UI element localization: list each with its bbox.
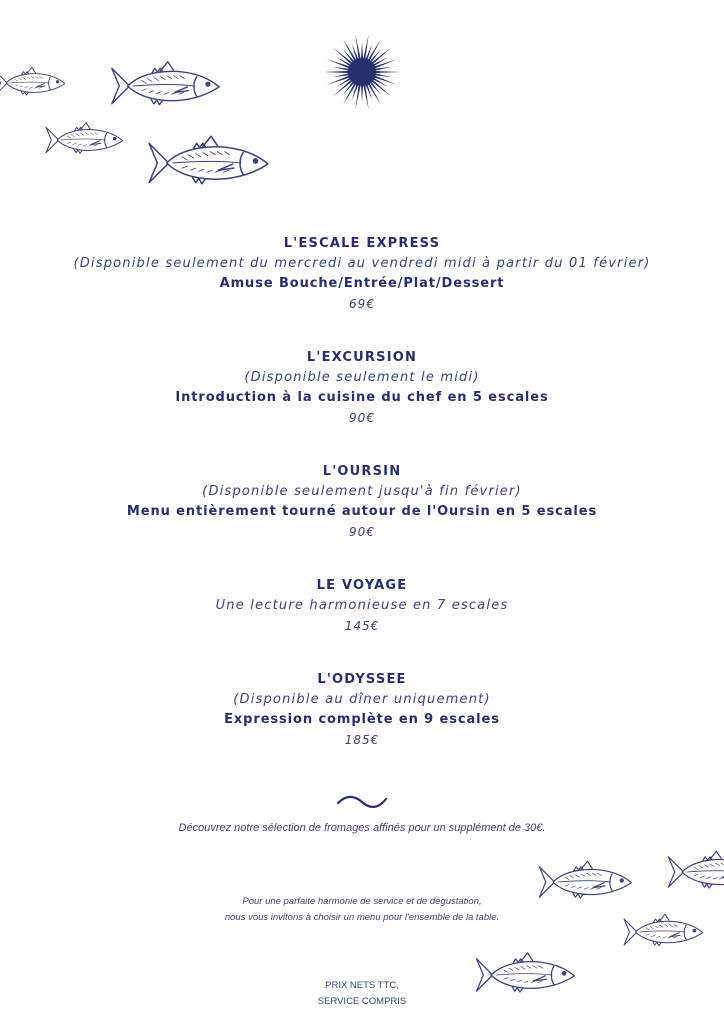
menu-title: L'ODYSSEE (317, 672, 407, 687)
menu-availability: (Disponible au dîner uniquement) (233, 692, 491, 707)
menu-title: LE VOYAGE (316, 578, 408, 593)
table-menu-note (0, 894, 724, 926)
menu-price: 69€ (349, 297, 375, 311)
menu-price: 145€ (344, 619, 380, 633)
tuna-fish-icon (146, 130, 270, 196)
menu-title: L'OURSIN (322, 464, 402, 479)
table-menu-note-line: Pour une parfaite harmonie de service et de dégustation, (242, 896, 482, 907)
menu-odyssee (0, 670, 724, 751)
tuna-fish-icon (0, 60, 66, 106)
menu-availability: (Disponible seulement le midi) (244, 370, 480, 385)
menu-price: 90€ (349, 411, 375, 425)
menu-title: L'EXCURSION (306, 350, 418, 365)
menu-description: Menu entièrement tourné autour de l'Oursin en 5 escales (126, 504, 598, 519)
menu-price: 185€ (344, 733, 380, 747)
table-menu-note-line: nous vous invitons à choisir un menu pour l'ensemble de la table. (224, 912, 500, 923)
tuna-fish-icon (96, 58, 234, 114)
tuna-fish-icon (44, 120, 124, 160)
menu-price: 90€ (349, 525, 375, 539)
menu-escale-express (0, 234, 724, 315)
menu-description: Amuse Bouche/Entrée/Plat/Dessert (219, 276, 505, 291)
menu-voyage (0, 576, 724, 637)
cheese-supplement-note: Découvrez notre sélection de fromages affinés pour un supplément de 30€. (178, 822, 546, 834)
price-conditions-line: SERVICE COMPRIS (317, 996, 407, 1007)
wave-icon (336, 794, 388, 810)
price-conditions (0, 978, 724, 1010)
menu-availability: (Disponible seulement du mercredi au vendredi midi à partir du 01 février) (73, 256, 651, 271)
sea-urchin-icon (322, 32, 402, 112)
menu-description: Expression complète en 9 escales (224, 712, 500, 727)
menu-description: Une lecture harmonieuse en 7 escales (215, 598, 509, 613)
menu-description: Introduction à la cuisine du chef en 5 escales (175, 390, 549, 405)
tuna-fish-icon (664, 848, 724, 896)
price-conditions-line: PRIX NETS TTC, (325, 980, 399, 991)
menu-title: L'ESCALE EXPRESS (283, 236, 441, 251)
menu-oursin (0, 462, 724, 543)
menu-availability: (Disponible seulement jusqu'à fin février) (202, 484, 522, 499)
menu-excursion (0, 348, 724, 429)
